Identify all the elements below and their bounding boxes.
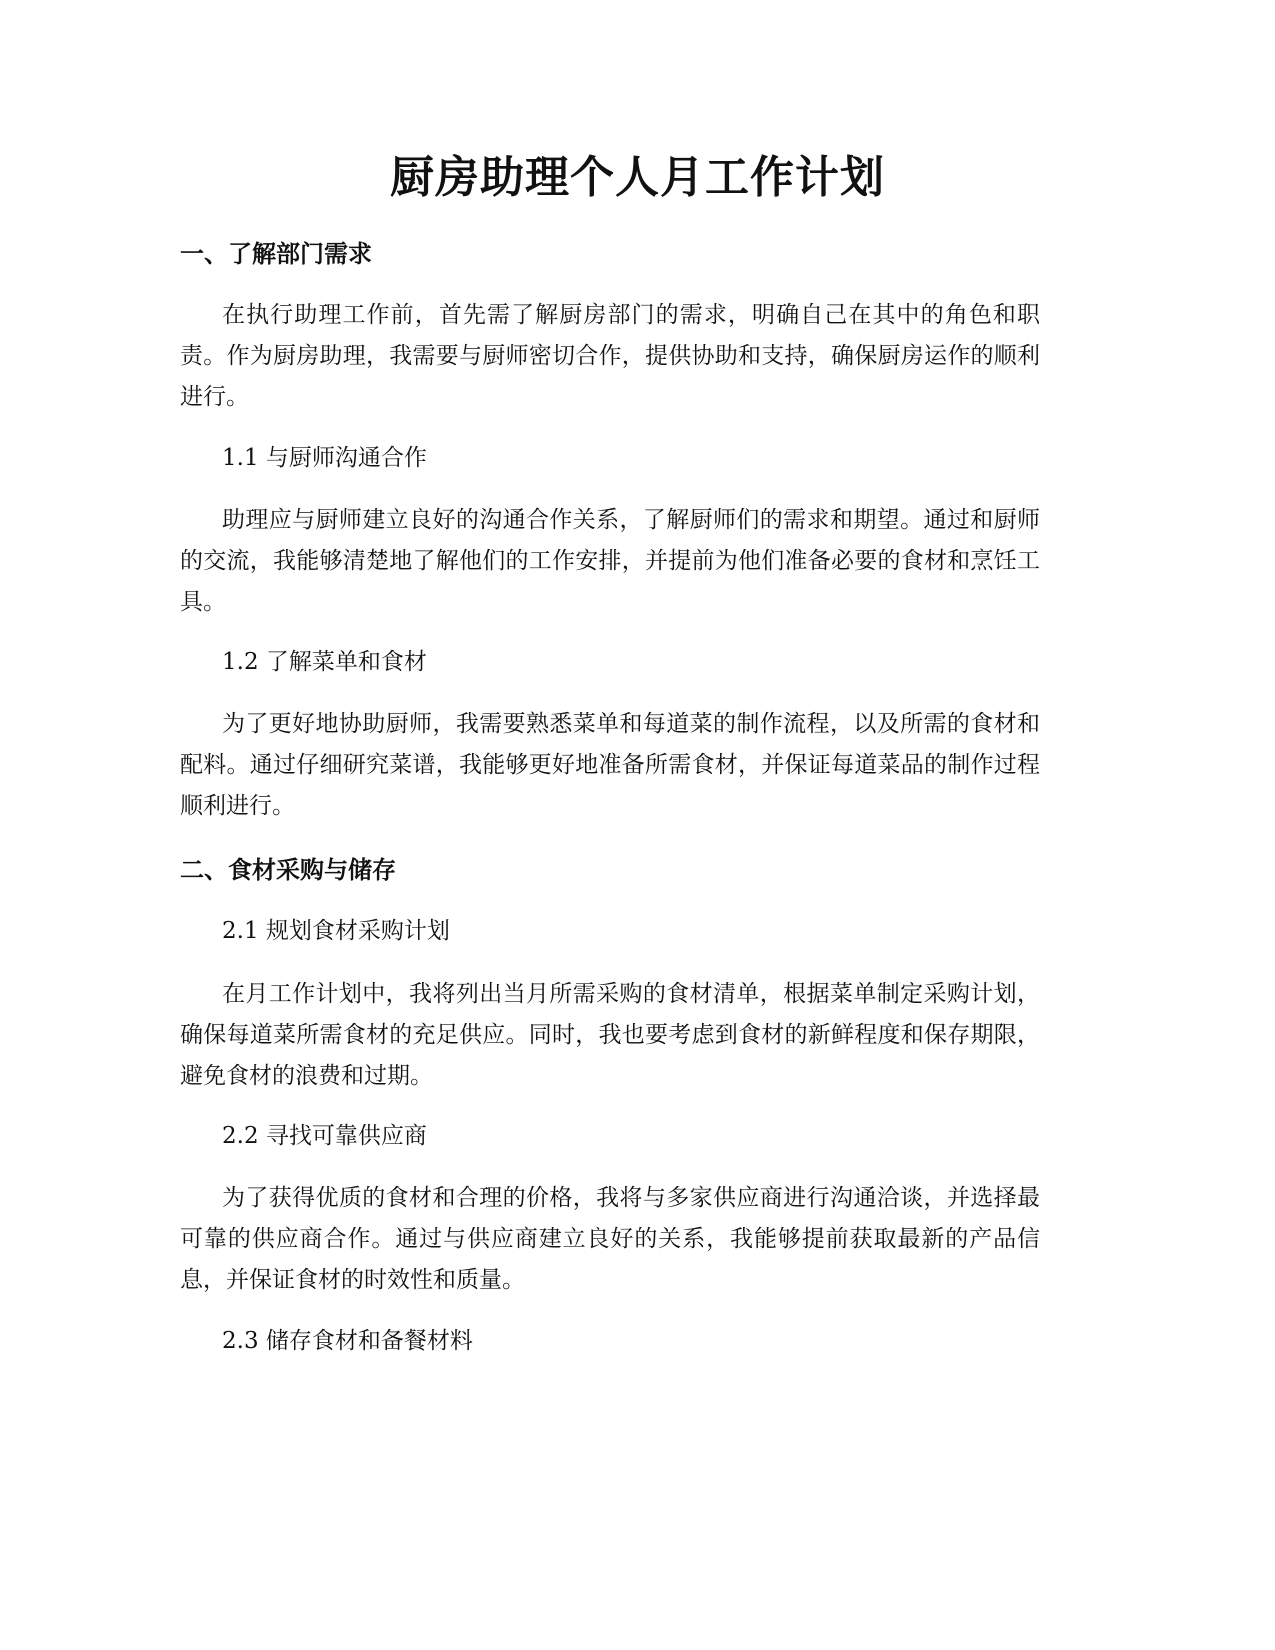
subsection-heading-2-3: 2.3 储存食材和备餐材料 [222, 1328, 473, 1354]
subsection-heading-1-2: 1.2 了解菜单和食材 [222, 649, 427, 675]
subsection-heading-2-1: 2.1 规划食材采购计划 [222, 918, 450, 944]
subsection-2-2-paragraph: 为了获得优质的食材和合理的价格，我将与多家供应商进行沟通洽谈，并选择最可靠的供应商合作。通过与供应商建立良好的关系，我能够提前获取最新的产品信息，并保证食材的时效性和质量。 [180, 1185, 1040, 1293]
section-heading-1: 一、了解部门需求 [180, 240, 372, 268]
subsection-1-1-paragraph: 助理应与厨师建立良好的沟通合作关系，了解厨师们的需求和期望。通过和厨师的交流，我能够清楚地了解他们的工作安排，并提前为他们准备必要的食材和烹饪工具。 [180, 507, 1040, 615]
subsection-1-2-paragraph: 为了更好地协助厨师，我需要熟悉菜单和每道菜的制作流程，以及所需的食材和配料。通过仔细研究菜谱，我能够更好地准备所需食材，并保证每道菜品的制作过程顺利进行。 [180, 711, 1040, 819]
subsection-heading-2-2: 2.2 寻找可靠供应商 [222, 1123, 427, 1149]
subsection-2-1-paragraph: 在月工作计划中，我将列出当月所需采购的食材清单，根据菜单制定采购计划，确保每道菜所需食材的充足供应。同时，我也要考虑到食材的新鲜程度和保存期限，避免食材的浪费和过期。 [180, 981, 1040, 1089]
subsection-heading-1-1: 1.1 与厨师沟通合作 [222, 445, 427, 471]
page-title: 厨房助理个人月工作计划 [390, 152, 885, 203]
section-1-intro-paragraph: 在执行助理工作前，首先需了解厨房部门的需求，明确自己在其中的角色和职责。作为厨房助理，我需要与厨师密切合作，提供协助和支持，确保厨房运作的顺利进行。 [180, 302, 1040, 410]
section-heading-2: 二、食材采购与储存 [180, 856, 396, 884]
